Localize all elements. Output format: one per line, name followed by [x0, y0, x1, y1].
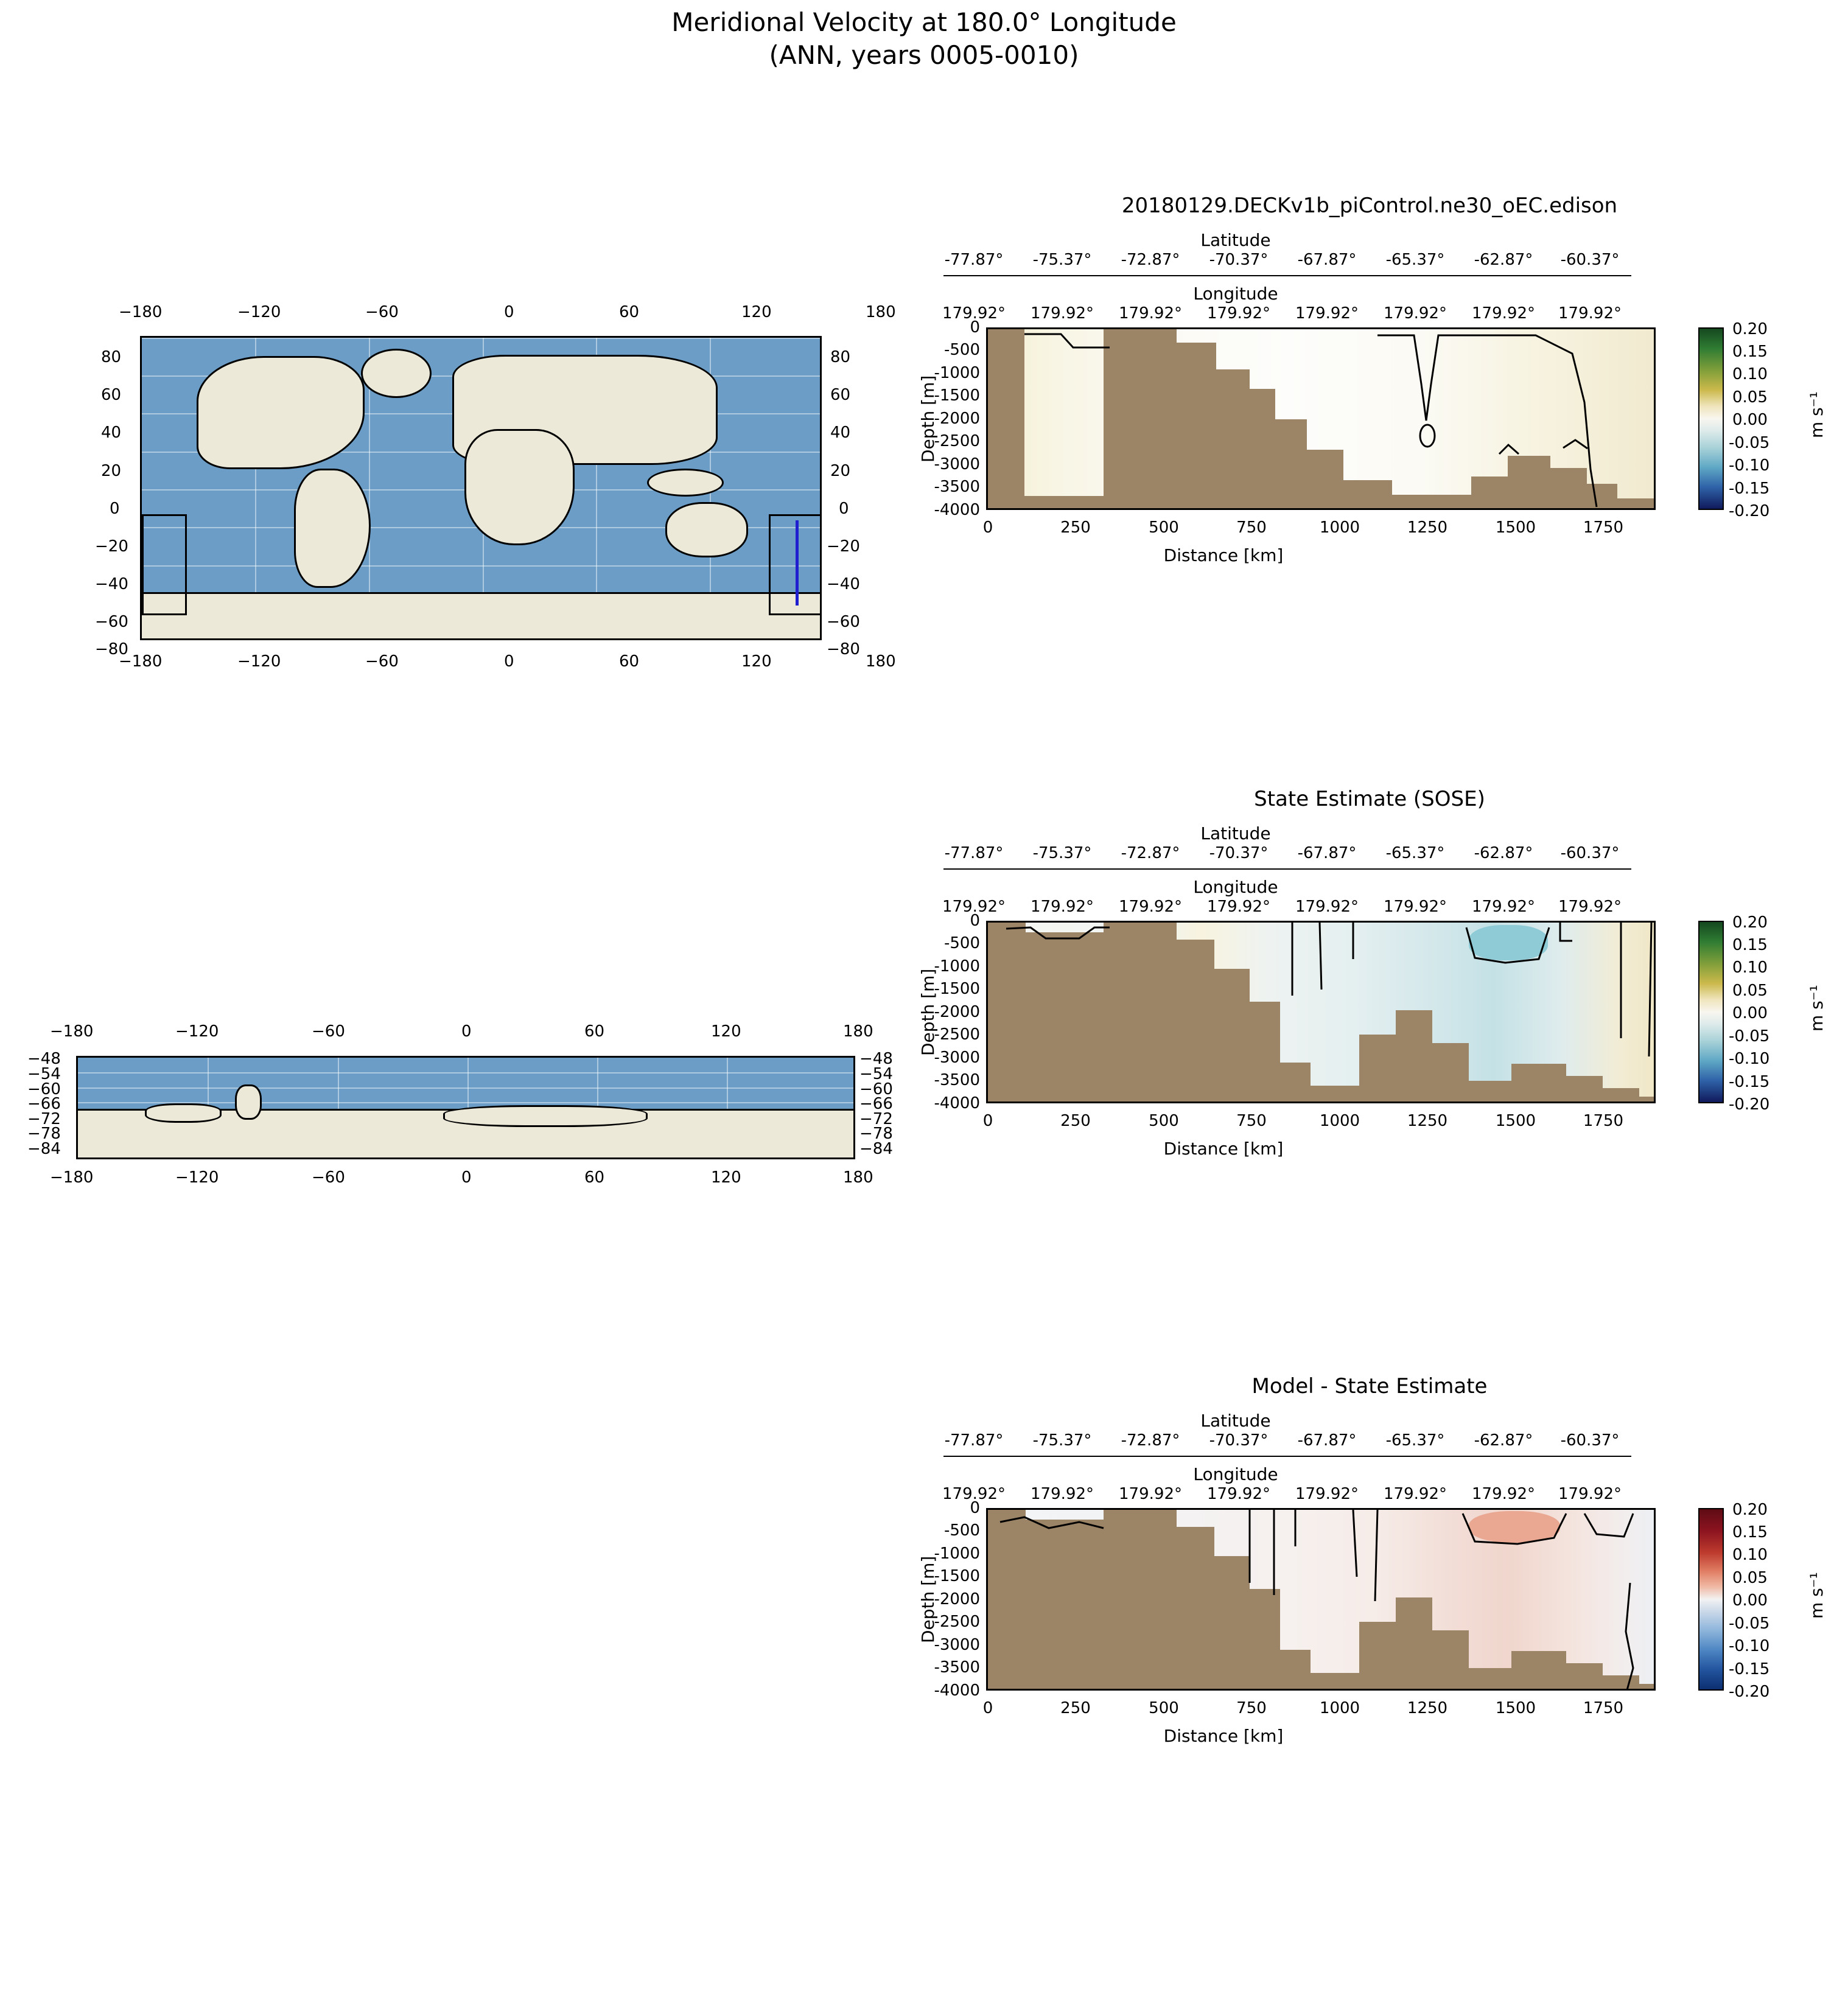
difference-section-title: Model - State Estimate [1251, 1374, 1488, 1398]
land-weddell-shelf [145, 1103, 222, 1123]
difference-section-panel: Model - State Estimate Latitude -77.87° -75.37° -72.87° -70.37° -67.87° -65.37° -62.87° -60.37° Longitude 179.92° 179.92° 179.92° 179.92° 179.92° 179.92° 179.92° 179.92° Depth [m] 0 -500 -1000 -1500 -2000 -2500 -3000 -3500 -4000 0 250 500 750 1000 1250 1500 1750 Distance [km] 0.20 0.15 0.10 0.05 0.00 -0.05 -0.10 -0.15 -0.20 m s⁻¹ [907, 1363, 1832, 1911]
longitude-axis-label: Longitude [1193, 284, 1278, 304]
velocity-colorbar-unit: m s⁻¹ [1807, 391, 1827, 438]
model-section-title: 20180129.DECKv1b_piControl.ne30_oEC.edison [1121, 194, 1618, 218]
depth-axis-label: Depth [m] [918, 968, 938, 1056]
figure-title [0, 6, 1848, 72]
sose-section-plot[interactable] [986, 921, 1656, 1103]
regional-map-panel: −180 −120 −60 0 60 120 180 −48 −54 −60 −66 −72 −78 −84 −48 −54 −60 −66 −72 −78 −84 −180 −120 −60 0 60 120 180 [27, 1022, 893, 1187]
depth-axis-label: Depth [m] [918, 1555, 938, 1643]
difference-colorbar-unit: m s⁻¹ [1807, 1572, 1827, 1619]
model-section-panel: 20180129.DECKv1b_piControl.ne30_oEC.edison Latitude -77.87° -75.37° -72.87° -70.37° -67.87° -65.37° -62.87° -60.37° Longitude 179.92° 179.92° 179.92° 179.92° 179.92° 179.92° 179.92° 179.92° Depth [m] 0 -500 -1000 -1500 -2000 -2500 -3000 -3500 -4000 0 250 500 750 1000 1250 1500 1750 Distance [km] 0.20 0.15 0.10 0.05 0.00 -0.05 -0.10 -0.15 -0.20 m s⁻¹ [907, 183, 1832, 730]
velocity-colorbar [1698, 327, 1724, 510]
contour-lines [988, 329, 1656, 510]
contour-lines [988, 1510, 1656, 1691]
sose-section-panel: State Estimate (SOSE) Latitude -77.87° -75.37° -72.87° -70.37° -67.87° -65.37° -62.87° -60.37° Longitude 179.92° 179.92° 179.92° 179.92° 179.92° 179.92° 179.92° 179.92° Depth [m] 0 -500 -1000 -1500 -2000 -2500 -3000 -3500 -4000 0 250 500 750 1000 1250 1500 1750 Distance [km] 0.20 0.15 0.10 0.05 0.00 -0.05 -0.10 -0.15 -0.20 m s⁻¹ [907, 776, 1832, 1324]
velocity-colorbar-unit: m s⁻¹ [1807, 985, 1827, 1032]
latitude-axis-rule [943, 1456, 1631, 1457]
latitude-axis-rule [943, 868, 1631, 870]
regional-map[interactable] [76, 1056, 855, 1159]
global-map[interactable] [140, 336, 822, 640]
region-box-west [142, 514, 187, 615]
difference-colorbar [1698, 1508, 1724, 1691]
distance-axis-label: Distance [km] [1163, 545, 1284, 565]
sose-section-title: State Estimate (SOSE) [1254, 787, 1485, 811]
distance-axis-label: Distance [km] [1163, 1726, 1284, 1746]
land-antarctica [142, 592, 822, 640]
land-greenland [361, 349, 432, 398]
difference-section-plot[interactable] [986, 1508, 1656, 1691]
longitude-axis-label: Longitude [1193, 877, 1278, 897]
land-north-america [197, 356, 365, 469]
global-map-panel: −180 −120 −60 0 60 120 180 80 60 40 20 0 −20 −40 −60 −80 80 60 40 20 0 −20 −40 −60 −80 −180 −120 −60 0 60 120 180 [95, 303, 896, 671]
transect-line [796, 520, 799, 606]
latitude-axis-label: Latitude [1200, 1411, 1271, 1431]
depth-axis-label: Depth [m] [918, 375, 938, 463]
land-antarctic-peninsula [235, 1084, 262, 1120]
land-australia [665, 502, 748, 557]
distance-axis-label: Distance [km] [1163, 1139, 1284, 1159]
model-section-plot[interactable] [986, 327, 1656, 510]
latitude-axis-rule [943, 275, 1631, 276]
latitude-axis-label: Latitude [1200, 823, 1271, 843]
figure-title-line2: (ANN, years 0005-0010) [769, 40, 1079, 70]
land-africa [464, 429, 575, 545]
land-ross-sea-shelf [443, 1105, 648, 1127]
contour-lines [988, 923, 1656, 1103]
latitude-axis-label: Latitude [1200, 230, 1271, 250]
land-indonesia [647, 469, 724, 497]
figure-title-line1: Meridional Velocity at 180.0° Longitude [671, 7, 1177, 37]
velocity-colorbar [1698, 921, 1724, 1103]
longitude-axis-label: Longitude [1193, 1464, 1278, 1484]
